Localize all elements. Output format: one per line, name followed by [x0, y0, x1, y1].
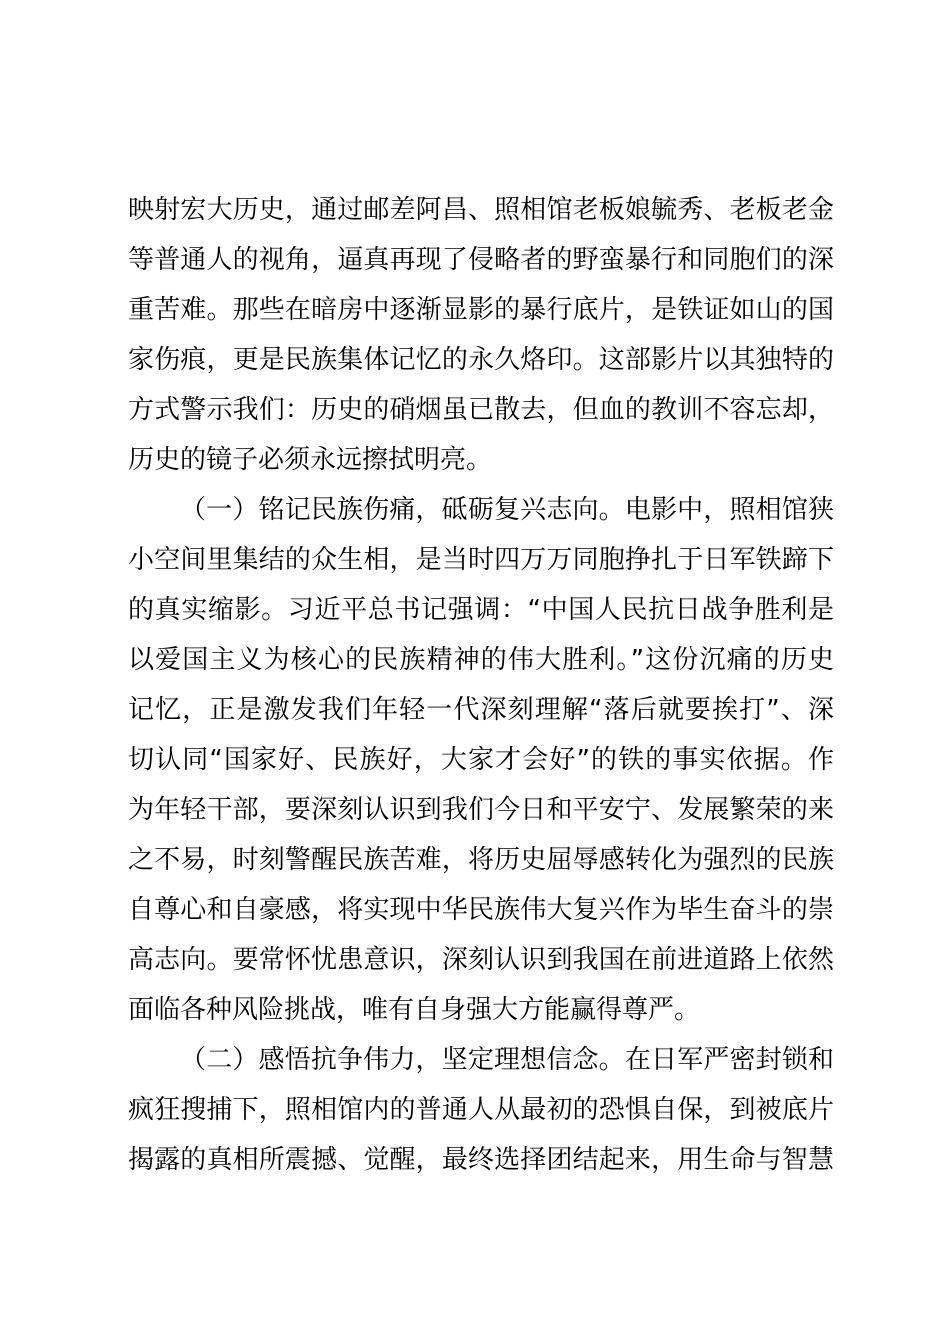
text-line: 以爱国主义为核心的民族精神的伟大胜利。”这份沉痛的历史: [128, 645, 834, 675]
text-line: 映射宏大历史，通过邮差阿昌、照相馆老板娘毓秀、老板老金: [128, 195, 834, 225]
text-line: 记忆，正是激发我们年轻一代深刻理解“落后就要挨打”、深: [128, 695, 834, 725]
text-line: 疯狂搜捕下，照相馆内的普通人从最初的恐惧自保，到被底片: [128, 1095, 834, 1125]
text-line: 等普通人的视角，逼真再现了侵略者的野蛮暴行和同胞们的深: [128, 245, 834, 275]
text-line: 揭露的真相所震撼、觉醒，最终选择团结起来，用生命与智慧: [128, 1145, 834, 1175]
text-line: 家伤痕，更是民族集体记忆的永久烙印。这部影片以其独特的: [128, 345, 834, 375]
section-heading-line: （二）感悟抗争伟力，坚定理想信念。在日军严密封锁和: [180, 1045, 834, 1075]
text-line: 之不易，时刻警醒民族苦难，将历史屈辱感转化为强烈的民族: [128, 845, 834, 875]
text-line: 的真实缩影。习近平总书记强调：“中国人民抗日战争胜利是: [128, 595, 834, 625]
text-line: 为年轻干部，要深刻认识到我们今日和平安宁、发展繁荣的来: [128, 795, 834, 825]
section-heading-line: （一）铭记民族伤痛，砥砺复兴志向。电影中，照相馆狭: [180, 495, 834, 525]
text-line: 自尊心和自豪感，将实现中华民族伟大复兴作为毕生奋斗的崇: [128, 895, 834, 925]
text-line: 面临各种风险挑战，唯有自身强大方能赢得尊严。: [128, 995, 701, 1025]
text-line: 切认同“国家好、民族好，大家才会好”的铁的事实依据。作: [128, 745, 834, 775]
text-line: 重苦难。那些在暗房中逐渐显影的暴行底片，是铁证如山的国: [128, 295, 834, 325]
text-line: 方式警示我们：历史的硝烟虽已散去，但血的教训不容忘却，: [128, 395, 834, 425]
text-line: 小空间里集结的众生相，是当时四万万同胞挣扎于日军铁蹄下: [128, 545, 834, 575]
text-line: 历史的镜子必须永远擦拭明亮。: [128, 445, 493, 475]
text-line: 高志向。要常怀忧患意识，深刻认识到我国在前进道路上依然: [128, 945, 834, 975]
